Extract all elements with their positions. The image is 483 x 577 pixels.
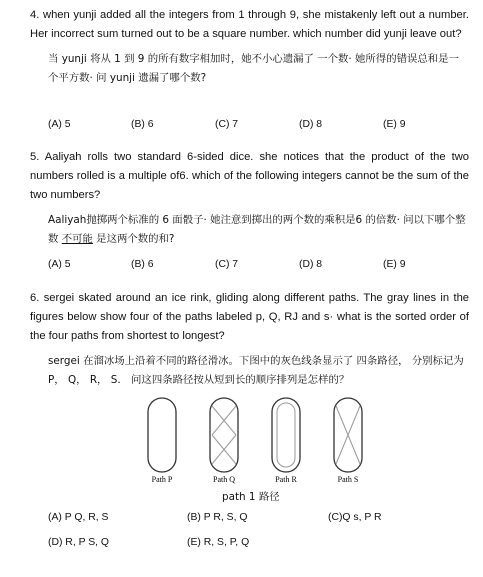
q6-choice-b[interactable]: (B) P R, S, Q: [187, 512, 248, 523]
q4-choice-e[interactable]: (E) 9: [383, 119, 406, 130]
path-q-figure: [210, 398, 238, 472]
question-6-number: 6.: [30, 292, 40, 304]
q5-choice-a[interactable]: (A) 5: [48, 259, 71, 270]
q5-choice-b[interactable]: (B) 6: [131, 259, 154, 270]
question-5-chinese: [30, 211, 469, 249]
q5-choice-d[interactable]: (D) 8: [299, 259, 323, 270]
question-5: [30, 148, 469, 249]
path-s-label: Path S: [337, 475, 359, 484]
q5-choice-c[interactable]: (C) 7: [215, 259, 239, 270]
question-6: [30, 289, 469, 390]
q5-choice-e[interactable]: (E) 9: [383, 259, 406, 270]
question-6-english: [30, 289, 469, 346]
question-4: [30, 6, 469, 88]
question-4-number: 4.: [30, 9, 40, 21]
q5-cn-after: 是这两个数的和?: [92, 233, 175, 245]
q5-cn-before: Aaliyah抛掷两个标准的 6 面骰子· 她注意到掷出的两个数的乘积是6 的倍数· 问以下哪个整数: [48, 214, 466, 245]
path-s-figure: [334, 398, 362, 472]
q6-choice-e[interactable]: (E) R, S, P, Q: [187, 537, 250, 548]
question-4-english: [30, 6, 469, 44]
q5-cn-underlined: 不可能: [61, 233, 93, 245]
question-5-text: Aaliyah rolls two standard 6-sided dice. she notices that the product of the two numbers rolled is a multiple of6. which of the following integers cannot be the sum of the two numbers?: [30, 151, 469, 201]
q4-choice-a[interactable]: (A) 5: [48, 119, 71, 130]
q4-choice-d[interactable]: (D) 8: [299, 119, 323, 130]
path-p-label: Path P: [151, 475, 173, 484]
q6-choice-c[interactable]: (C)Q s, P R: [328, 512, 382, 523]
question-5-english: [30, 148, 469, 205]
q4-choice-b[interactable]: (B) 6: [131, 119, 154, 130]
path-r-label: Path R: [275, 475, 297, 484]
question-6-text: sergei skated around an ice rink, gliding along different paths. The gray lines in the figures below show four of the paths labeled p, Q, RJ and s· what is the sorted order of the four paths from shortest to longest?: [30, 292, 470, 342]
path-p-figure: [148, 398, 176, 472]
q6-choice-d[interactable]: (D) R, P S, Q: [48, 537, 110, 548]
q4-choice-c[interactable]: (C) 7: [215, 119, 239, 130]
path-r-figure: [272, 398, 300, 472]
q6-choice-a[interactable]: (A) P Q, R, S: [48, 512, 109, 523]
path-q-label: Path Q: [213, 475, 235, 484]
question-6-chinese: sergei 在溜冰场上沿着不同的路径滑冰。下图中的灰色线条显示了 四条路径， 分别标记为 P， Q， R， S． 问这四条路径按从短到长的顺序排列是怎样的？: [48, 355, 464, 386]
question-4-text: when yunji added all the integers from 1 through 9, she mistakenly left out a number. Her incorrect sum turned out to be a square number. which number did yunji leave out?: [30, 9, 469, 40]
question-5-number: 5.: [30, 151, 40, 163]
question-4-chinese: 当 yunji 将从 1 到 9 的所有数字相加时，她不小心遗漏了 一个数· 她所得的错误总和是一个平方数· 问 yunji 遗漏了哪个数?: [48, 53, 459, 84]
figure-caption: path 1 路径: [222, 491, 280, 503]
